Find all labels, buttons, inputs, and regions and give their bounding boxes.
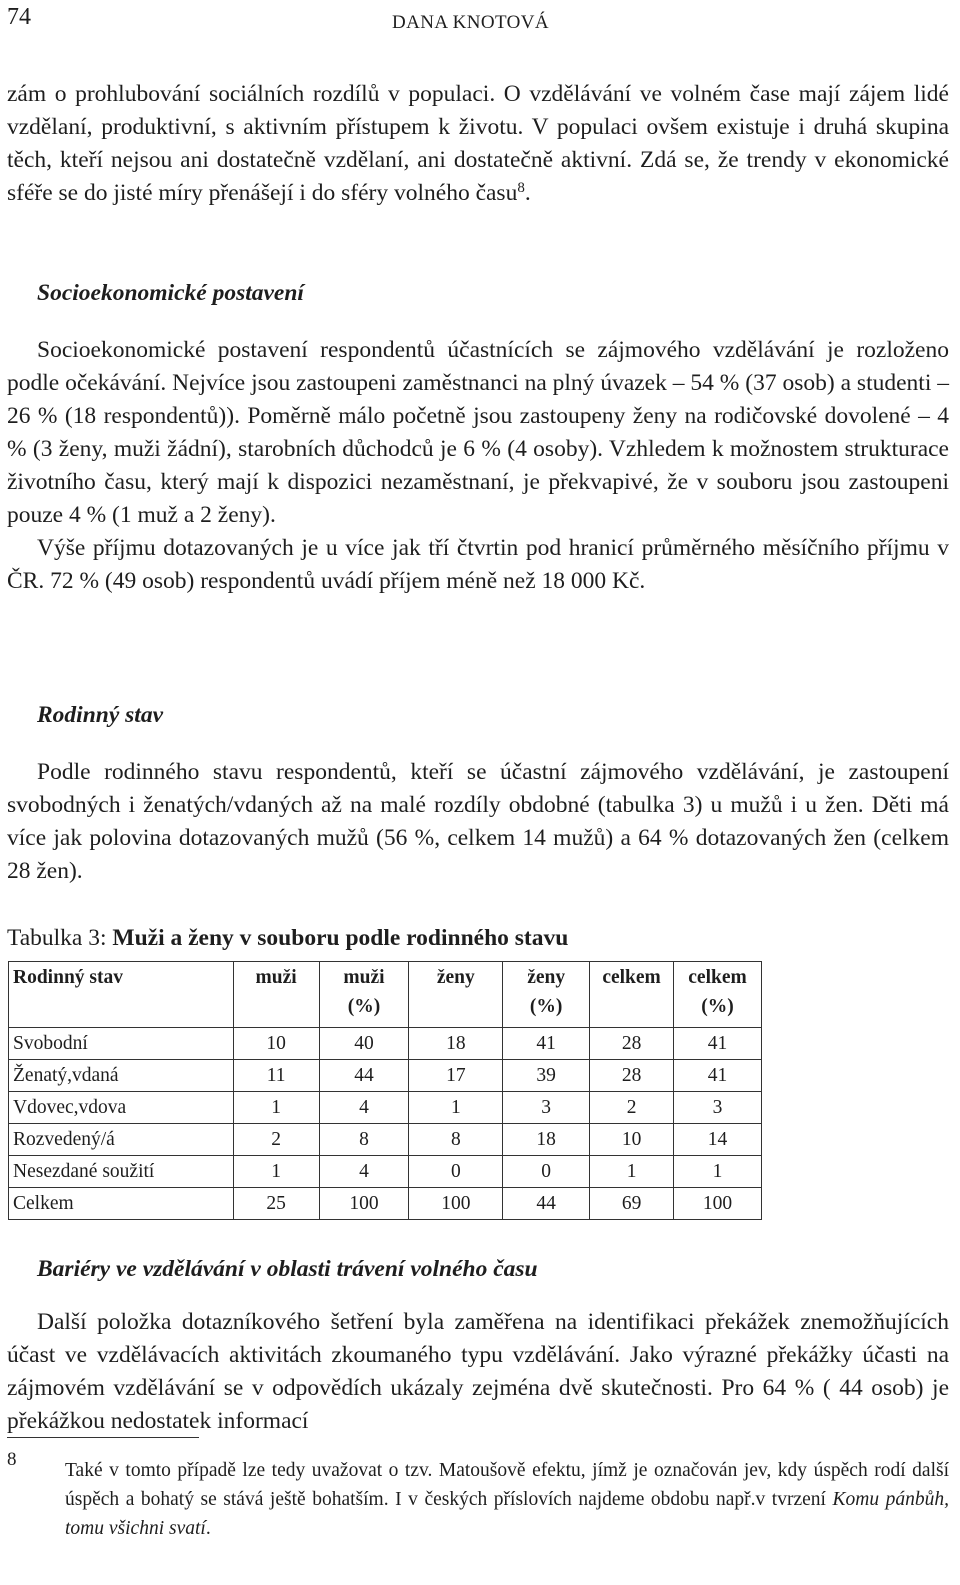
table-row	[9, 1092, 762, 1124]
cell-total: 28	[590, 1028, 674, 1060]
cell-women-pct: 0	[503, 1156, 590, 1188]
section-heading-barriers: Bariéry ve vzdělávání v oblasti trávení volného času	[37, 1256, 538, 1282]
table-row-total	[9, 1188, 762, 1220]
cell-women: 8	[409, 1124, 503, 1156]
cell-men-pct: 4	[319, 1156, 409, 1188]
cell-women-pct: 3	[503, 1092, 590, 1124]
cell-women-pct: 41	[503, 1028, 590, 1060]
cell-total-pct: 3	[674, 1092, 762, 1124]
cell-total-pct: 14	[674, 1124, 762, 1156]
section-heading-socioeconomic: Socioekonomické postavení	[37, 280, 304, 306]
cell-men: 1	[233, 1156, 319, 1188]
cell-women: 1	[409, 1092, 503, 1124]
socioeconomic-block	[7, 334, 949, 598]
footnote-reference[interactable]: 8	[517, 180, 525, 196]
cell-total-pct: 100	[674, 1188, 762, 1220]
cell-women: 17	[409, 1060, 503, 1092]
table-header-row	[9, 962, 762, 1028]
cell-men-pct: 8	[319, 1124, 409, 1156]
col-header-total: celkem	[590, 962, 674, 1028]
intro-paragraph	[7, 78, 949, 210]
cell-men-pct: 4	[319, 1092, 409, 1124]
footnote-quote: Komu pánbůh, tomu všichni svatí	[65, 1489, 949, 1539]
barriers-paragraph: Další položka dotazníkového šetření byla zaměřena na identifikaci překážek znemožňujících účast ve vzdělávacích aktivitách zkoumaného typu vzdělávání. Jako výrazné překážky účasti na zájmovém vzdělávání se v odpovědích ukázaly zejména dvě skutečnosti. Pro 64 % ( 44 osob) je překážkou nedostatek informací	[7, 1309, 949, 1434]
intro-block	[7, 78, 949, 210]
family-status-paragraph: Podle rodinného stavu respondentů, kteří se účastní zájmového vzdělávání, je zastoupení svobodných i ženatých/vdaných až na malé rozdíly obdobné (tabulka 3) u mužů i u žen. Děti má více jak polovina dotazovaných mužů (56 %, celkem 14 mužů) a 64 % dotazovaných žen (celkem 28 žen).	[7, 759, 949, 884]
socioeconomic-paragraph-1: Socioekonomické postavení respondentů účastnících se zájmového vzdělávání je rozloženo podle očekávání. Nejvíce jsou zastoupeni zaměstnanci na plný úvazek – 54 % (37 osob) a studenti – 26 % (18 respondentů)). Poměrně málo početně jsou zastoupeny ženy na rodičovské dovolené – 4 % (3 ženy, muži žádní), starobních důchodců je 6 % (4 osoby). Vzhledem k možnostem strukturace životního času, který mají k dispozici nezaměstnaní, je překvapivé, že v souboru jsou zastoupeni pouze 4 % (1 muž a 2 ženy).	[7, 337, 949, 528]
cell-men: 1	[233, 1092, 319, 1124]
col-header-women: ženy	[409, 962, 503, 1028]
running-title-author: DANA KNOTOVÁ	[392, 12, 549, 33]
cell-total: 2	[590, 1092, 674, 1124]
table-row	[9, 1028, 762, 1060]
footnote-separator	[7, 1437, 199, 1438]
cell-total: 10	[590, 1124, 674, 1156]
cell-status: Svobodní	[9, 1028, 234, 1060]
cell-men: 25	[233, 1188, 319, 1220]
cell-men-pct: 40	[319, 1028, 409, 1060]
socioeconomic-paragraph-2: Výše příjmu dotazovaných je u více jak tří čtvrtin pod hranicí průměrného měsíčního příjmu v ČR. 72 % (49 osob) respondentů uvádí příjem méně než 18 000 Kč.	[7, 535, 949, 594]
table-row	[9, 1060, 762, 1092]
cell-women-pct: 18	[503, 1124, 590, 1156]
cell-men: 2	[233, 1124, 319, 1156]
cell-total: 69	[590, 1188, 674, 1220]
cell-status: Nesezdané soužití	[9, 1156, 234, 1188]
cell-men-pct: 100	[319, 1188, 409, 1220]
col-header-status: Rodinný stav	[9, 962, 234, 1028]
cell-status: Ženatý,vdaná	[9, 1060, 234, 1092]
cell-men-pct: 44	[319, 1060, 409, 1092]
intro-paragraph-end: .	[524, 180, 531, 206]
cell-women: 18	[409, 1028, 503, 1060]
page-number: 74	[7, 4, 31, 30]
intro-paragraph-text: zám o prohlubování sociálních rozdílů v populaci. O vzdělávání ve volném čase mají zájem lidé vzdělaní, produktivní, s aktivním přístupem k životu. V populaci ovšem existuje i druhá skupina těch, kteří nejsou ani dostatečně vzdělaní, ani dostatečně aktivní. Zdá se, že trendy v ekonomické sféře se do jisté míry přenášejí i do sféry volného času	[7, 81, 949, 206]
cell-status: Vdovec,vdova	[9, 1092, 234, 1124]
table-caption-title: Muži a ženy v souboru podle rodinného stavu	[112, 925, 569, 951]
cell-total-pct: 1	[674, 1156, 762, 1188]
document-page	[7, 0, 949, 1585]
col-header-men-pct: muži (%)	[319, 962, 409, 1028]
col-header-women-pct: ženy (%)	[503, 962, 590, 1028]
cell-total-pct: 41	[674, 1028, 762, 1060]
col-header-total-pct: celkem (%)	[674, 962, 762, 1028]
running-header	[7, 4, 949, 40]
cell-men: 10	[233, 1028, 319, 1060]
marital-status-table	[8, 961, 762, 1220]
barriers-block	[7, 1306, 949, 1438]
cell-total-pct: 41	[674, 1060, 762, 1092]
section-heading-family-status: Rodinný stav	[37, 702, 164, 728]
table-caption-prefix: Tabulka 3:	[7, 925, 113, 951]
cell-women-pct: 44	[503, 1188, 590, 1220]
cell-women: 0	[409, 1156, 503, 1188]
footnote-body: Také v tomto případě lze tedy uvažovat o tzv. Matoušově efektu, jímž je označován jev, kdy úspěch rodí další úspěch a bohatý se stává ještě bohatším. I v českých příslovích najdeme obdobu např.v tvrzení	[65, 1460, 949, 1510]
table-caption	[7, 925, 568, 952]
table-row	[9, 1124, 762, 1156]
cell-status: Celkem	[9, 1188, 234, 1220]
cell-total: 28	[590, 1060, 674, 1092]
footnote-text	[65, 1456, 949, 1543]
cell-total: 1	[590, 1156, 674, 1188]
cell-women: 100	[409, 1188, 503, 1220]
col-header-men: muži	[233, 962, 319, 1028]
footnote-end: .	[205, 1518, 211, 1539]
cell-women-pct: 39	[503, 1060, 590, 1092]
cell-men: 11	[233, 1060, 319, 1092]
family-status-block	[7, 756, 949, 888]
table-row	[9, 1156, 762, 1188]
footnote-mark: 8	[7, 1449, 17, 1470]
cell-status: Rozvedený/á	[9, 1124, 234, 1156]
